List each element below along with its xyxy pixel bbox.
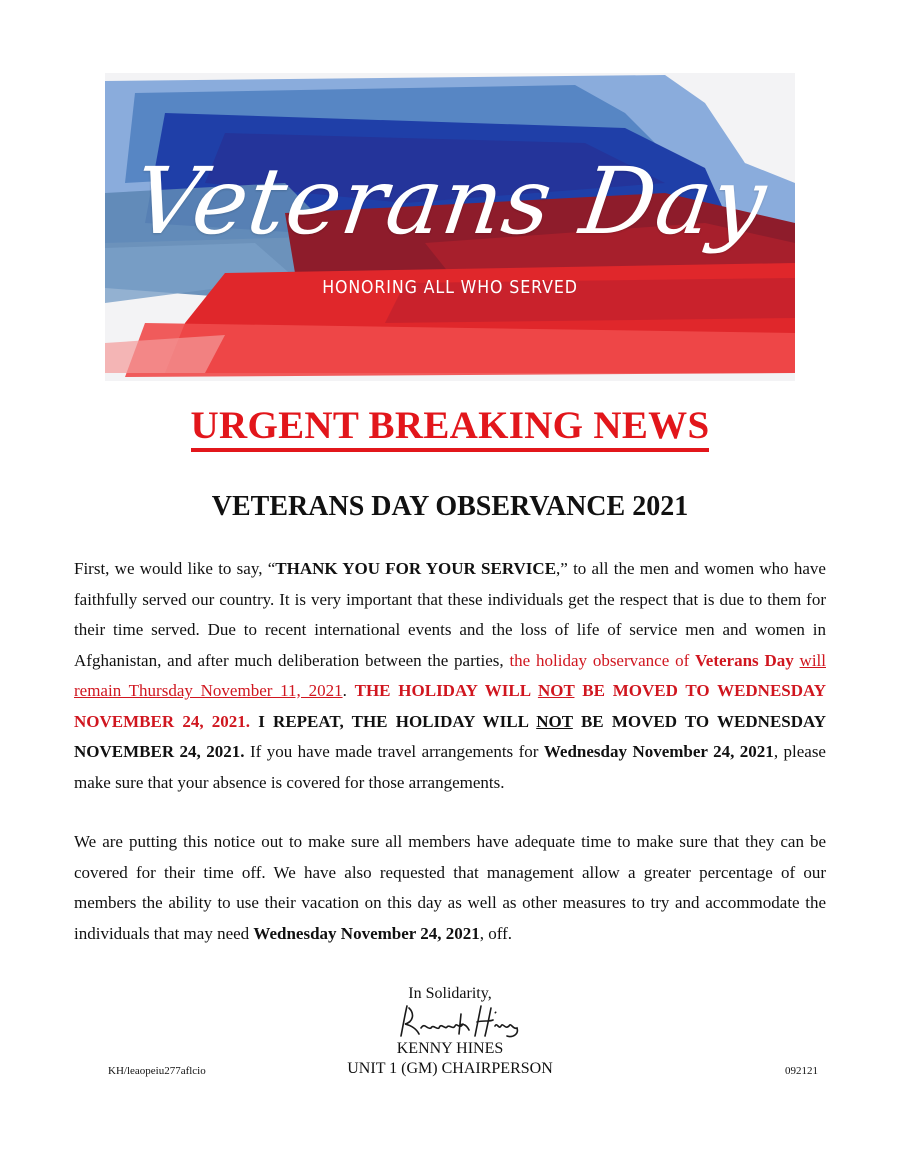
signature-image — [395, 1000, 525, 1042]
underlined-not: NOT — [536, 711, 573, 731]
document-date-code: 092121 — [785, 1065, 818, 1077]
thank-you-emphasis: THANK YOU FOR YOUR SERVICE — [275, 559, 557, 578]
bold-repeat-warning: BE MOVED TO WEDNESDAY NOVEMBER 24, 2021. — [74, 711, 827, 761]
banner-title: Veterans Day — [126, 148, 774, 255]
headline-text: URGENT BREAKING NEWS — [191, 404, 710, 452]
red-bold-warning: THE HOLIDAY WILL — [354, 681, 538, 700]
text: If you have made travel arrangements for — [244, 742, 544, 761]
banner-subtitle: HONORING ALL WHO SERVED — [322, 277, 578, 298]
text: ,” to all the men and women who have faithfully served our country. It is very important that these individuals get the respect that is due to them for their time served. Due to recent international events and the loss of life of service men and women in Afghanistan, and after much deliberation between the parties, — [74, 559, 826, 670]
body-paragraph-1 — [74, 554, 826, 798]
veterans-day-banner — [105, 73, 795, 381]
bold-date: Wednesday November 24, 2021 — [253, 923, 480, 943]
text: . — [342, 681, 355, 700]
bold-date: Wednesday November 24, 2021 — [543, 742, 774, 761]
red-underlined-date: will remain Thursday November 11, 2021 — [74, 650, 826, 700]
signer-name: KENNY HINES — [396, 1040, 504, 1057]
text: We are putting this notice out to make sure all members have adequate time to make sure that they can be covered for their time off. We have also requested that management allow a greater percentage of our members the ability to use their vacation on this day as well as other measures to try and accommodate the individuals that may need — [74, 832, 826, 943]
signer-title: UNIT 1 (GM) CHAIRPERSON — [347, 1060, 553, 1077]
text: , off. — [479, 923, 513, 943]
headline — [0, 403, 900, 448]
red-bold-warning: BE MOVED TO WEDNESDAY NOVEMBER 24, 2021. — [74, 681, 827, 731]
bold-repeat-warning: I REPEAT, THE HOLIDAY WILL — [250, 711, 537, 731]
text: First, we would like to say, “ — [74, 559, 276, 578]
red-underlined-not: NOT — [537, 681, 575, 700]
red-bold-veterans-day: Veterans Day — [695, 650, 794, 670]
body-paragraph-2 — [74, 827, 826, 949]
red-notice-text: the holiday observance of — [509, 650, 696, 670]
reference-code: KH/leaopeiu277aflcio — [108, 1065, 206, 1077]
closing-salutation: In Solidarity, — [408, 985, 492, 1002]
text: , please make sure that your absence is covered for those arrangements. — [74, 742, 826, 792]
page-title: VETERANS DAY OBSERVANCE 2021 — [211, 491, 689, 522]
